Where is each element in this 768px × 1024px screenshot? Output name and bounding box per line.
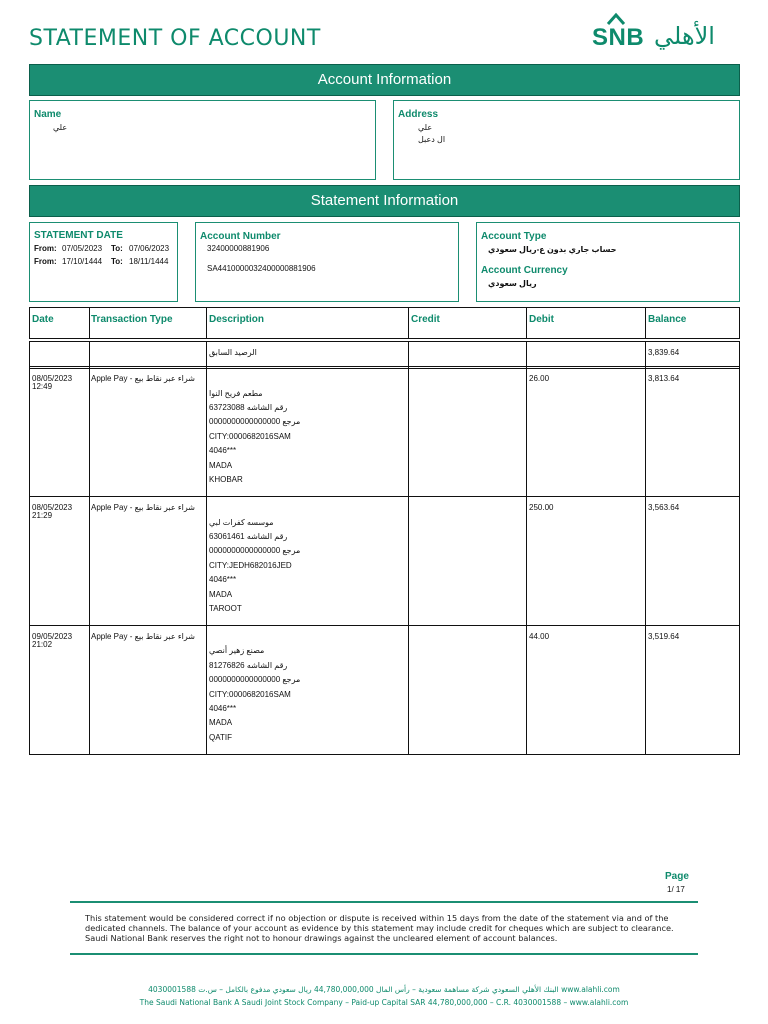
col-header-credit: Credit [411,314,440,325]
legal-english-text: The Saudi National Bank A Saudi Joint Stock Company – Paid-up Capital SAR 44,780,000,000 – C.R. 4030001588 – www.alahli.com [139,998,629,1007]
row-desc-line: رقم الشاشه 63723088 [209,403,288,412]
row-desc-line: 4046*** [209,704,237,713]
legal-arabic-text: البنك الأهلي السعودي شركة مساهمة سعودية – رأس المال 44,780,000,000 ريال سعودي مدفوع بالكامل – س.ت 4030001588 www.alahli.com [148,985,620,994]
row-type: Apple Pay - شراء عبر نقاط بيع [91,632,195,641]
row-date: 08/05/2023 [32,503,73,512]
row-desc-line: MADA [209,461,233,470]
address-label: Address [398,109,439,120]
row-desc-line: مطعم فريح النوا [209,389,263,398]
account-currency-label: Account Currency [481,265,568,276]
opening-balance: 3,839.64 [648,348,680,357]
address-line-2: ال دعبل [418,135,446,144]
row-desc-line: TAROOT [209,604,242,613]
account-number-label: Account Number [200,231,281,242]
col-header-balance: Balance [648,314,687,325]
address-line-1: علي [418,123,433,132]
logo-latin-text: SNB [592,24,645,51]
statement-date-label: STATEMENT DATE [34,230,123,241]
row-time: 21:29 [32,511,53,520]
logo-arabic-text: الأهلي [654,22,715,50]
row-desc-line: مرجع 0000000000000000 [209,546,301,555]
account-type-value: حساب جاري بدون ع-ريال سعودي [488,245,617,254]
row-time: 21:02 [32,640,53,649]
greg-from-label: From: [34,244,57,253]
row-balance: 3,813.64 [648,374,680,383]
row-date: 09/05/2023 [32,632,73,641]
hijri-to-label: To: [111,257,123,266]
row-desc-line: 4046*** [209,446,237,455]
row-balance: 3,519.64 [648,632,680,641]
greg-from-value: 07/05/2023 [62,244,103,253]
row-desc-line: CITY:JEDH682016JED [209,561,292,570]
row-time: 12:49 [32,382,53,391]
row-desc-line: رقم الشاشه 81276826 [209,661,288,670]
hijri-from-label: From: [34,257,57,266]
page-number: 1/ 17 [667,885,685,894]
greg-to-label: To: [111,244,123,253]
row-desc-line: CITY:0000682016SAM [209,690,291,699]
row-desc-line: مرجع 0000000000000000 [209,675,301,684]
row-desc-line: رقم الشاشه 63061461 [209,532,288,541]
hijri-from-value: 17/10/1444 [62,257,103,266]
row-balance: 3,563.64 [648,503,680,512]
footer-divider-bottom [70,953,698,955]
col-header-description: Description [209,314,265,325]
disclaimer-text: This statement would be considered correct if no objection or dispute is received within 15 days from the date of the statement via and of the dedicated channels. The balance of your account as evidence by this statement may include credit for cheques which are subject to clearance. Saudi National Bank reserves the right not to honour drawings against the uncleared element of account balances. [85,913,674,944]
document-title: STATEMENT OF ACCOUNT [29,26,321,51]
name-label: Name [34,109,62,120]
row-desc-line: MADA [209,718,233,727]
col-header-debit: Debit [529,314,554,325]
account-currency-value: ريال سعودي [488,279,537,288]
greg-to-value: 07/06/2023 [129,244,170,253]
row-desc-line: 4046*** [209,575,237,584]
row-desc-line: مرجع 0000000000000000 [209,417,301,426]
col-header-transaction-type: Transaction Type [91,314,173,325]
opening-description: الرصيد السابق [209,348,257,357]
row-debit: 26.00 [529,374,550,383]
account-number-value: 32400000881906 [207,244,270,253]
row-desc-line: MADA [209,590,233,599]
iban-value: SA4410000032400000881906 [207,264,316,273]
footer-divider-top [70,901,698,903]
snb-logo [592,12,742,52]
row-desc-line: مصنع زهير أنصي [209,646,265,655]
statement-information-bar: Statement Information [29,185,740,217]
account-information-bar: Account Information [29,64,740,96]
row-desc-line: KHOBAR [209,475,243,484]
row-desc-line: QATIF [209,733,232,742]
page-label: Page [665,871,689,882]
col-header-date: Date [32,314,54,325]
name-box [29,100,376,180]
account-type-label: Account Type [481,231,547,242]
row-type: Apple Pay - شراء عبر نقاط بيع [91,374,195,383]
hijri-to-value: 18/11/1444 [129,257,169,266]
row-date: 08/05/2023 [32,374,73,383]
row-desc-line: CITY:0000682016SAM [209,432,291,441]
row-desc-line: موسسه كفرات لبي [209,518,274,527]
name-value: علي [53,123,68,132]
row-debit: 44.00 [529,632,550,641]
row-type: Apple Pay - شراء عبر نقاط بيع [91,503,195,512]
row-debit: 250.00 [529,503,554,512]
